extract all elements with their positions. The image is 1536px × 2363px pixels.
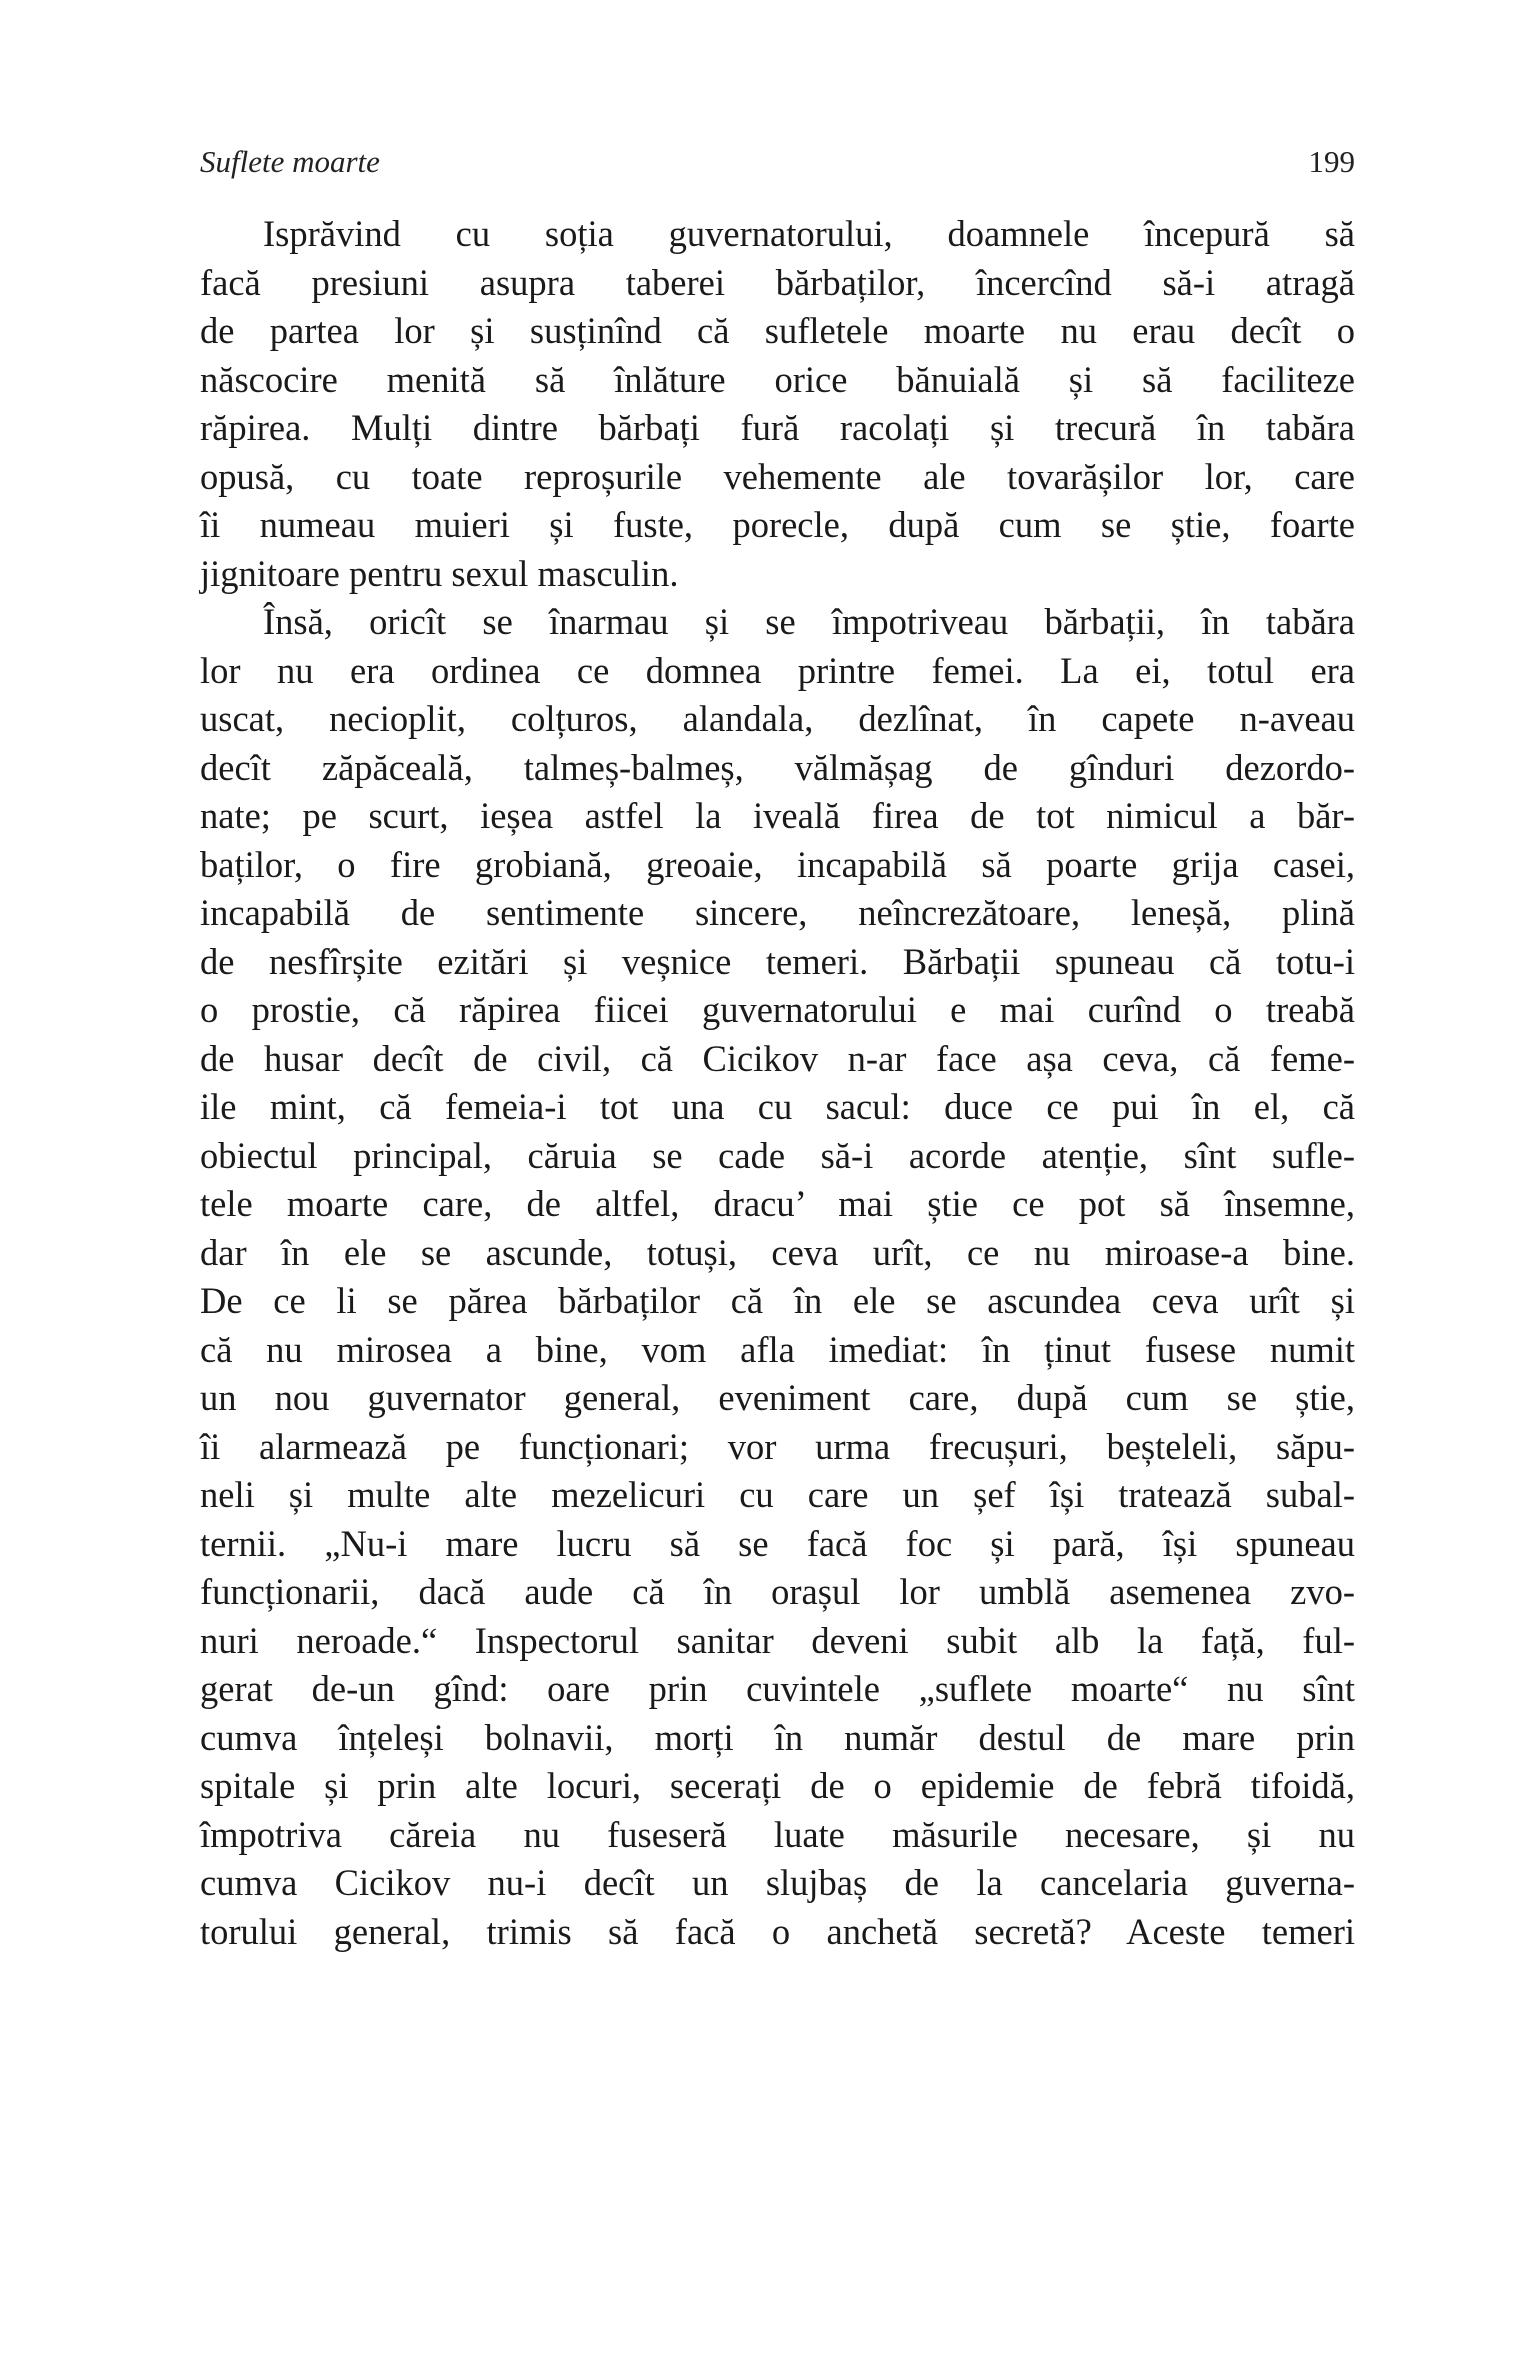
text-line: gerat de-un gînd: oare prin cuvintele „suflete moarte“ nu sînt [200, 1668, 1355, 1709]
text-line: de husar decît de civil, că Cicikov n-ar face așa ceva, că feme- [200, 1037, 1355, 1079]
text-line: baților, o fire grobiană, greoaie, incapabilă să poarte grija casei, [200, 843, 1355, 885]
text-line: incapabilă de sentimente sincere, neîncrezătoare, leneșă, plină [200, 892, 1355, 933]
text-line: o prostie, că răpirea fiicei guvernatorului e mai curînd o treabă [200, 989, 1355, 1030]
text-line: facă presiuni asupra taberei bărbaților, încercînd să-i atragă [200, 261, 1355, 303]
text-line: împotriva căreia nu fuseseră luate măsurile necesare, și nu [200, 1813, 1355, 1855]
text-line: lor nu era ordinea ce domnea printre femei. La ei, totul era [200, 649, 1355, 691]
text-line: decît zăpăceală, talmeș-balmeș, vălmășag de gînduri dezordo- [200, 746, 1355, 788]
text-line: opusă, cu toate reproșurile vehemente ale tovarășilor lor, care [200, 455, 1355, 497]
text-line: funcționarii, dacă aude că în orașul lor umblă asemenea zvo- [200, 1571, 1355, 1612]
paragraph-2 [200, 598, 1355, 1956]
text-line: dar în ele se ascunde, totuși, ceva urît, ce nu miroase-a bine. [200, 1231, 1355, 1273]
text-line: ternii. „Nu-i mare lucru să se facă foc și pară, își spuneau [200, 1522, 1355, 1564]
text-line: torului general, trimis să facă o anchetă secretă? Aceste temeri [200, 1910, 1355, 1952]
text-line: tele moarte care, de altfel, dracu’ mai știe ce pot să însemne, [200, 1183, 1355, 1224]
text-line: jignitoare pentru sexul masculin. [200, 552, 679, 594]
text-line: îi alarmează pe funcționari; vor urma frecușuri, beșteleli, săpu- [200, 1425, 1355, 1467]
text-line: de partea lor și susținînd că sufletele moarte nu erau decît o [200, 310, 1355, 351]
text-line: un nou guvernator general, eveniment care, după cum se știe, [200, 1377, 1355, 1418]
text-line: Însă, oricît se înarmau și se împotriveau bărbații, în tabăra [263, 601, 1355, 642]
running-head [200, 144, 1355, 188]
text-line: nate; pe scurt, ieșea astfel la iveală firea de tot nimicul a băr- [200, 795, 1355, 836]
text-line: ile mint, că femeia-i tot una cu sacul: duce ce pui în el, că [200, 1086, 1355, 1127]
text-line: neli și multe alte mezelicuri cu care un șef își tratează subal- [200, 1474, 1355, 1515]
text-line: îi numeau muieri și fuste, porecle, după cum se știe, foarte [200, 504, 1355, 545]
text-line: cumva Cicikov nu-i decît un slujbaș de la cancelaria guverna- [200, 1862, 1355, 1903]
paragraph-1 [200, 210, 1355, 598]
running-title: Suflete moarte [200, 144, 380, 179]
text-line: Isprăvind cu soția guvernatorului, doamnele începură să [263, 213, 1355, 254]
text-line: obiectul principal, căruia se cade să-i acorde atenție, sînt sufle- [200, 1134, 1355, 1176]
text-line: născocire menită să înlăture orice bănuială și să faciliteze [200, 358, 1355, 400]
text-line: răpirea. Mulți dintre bărbați fură racolați și trecură în tabăra [200, 407, 1355, 448]
text-line: De ce li se părea bărbaților că în ele se ascundea ceva urît și [200, 1280, 1355, 1321]
text-line: spitale și prin alte locuri, secerați de o epidemie de febră tifoidă, [200, 1765, 1355, 1806]
text-line: cumva înțeleși bolnavii, morți în număr destul de mare prin [200, 1716, 1355, 1758]
text-line: că nu mirosea a bine, vom afla imediat: în ținut fusese numit [200, 1328, 1355, 1370]
body-text [200, 210, 1355, 1956]
text-line: de nesfîrșite ezitări și veșnice temeri. Bărbații spuneau că totu-i [200, 940, 1355, 982]
text-line: uscat, necioplit, colțuros, alandala, dezlînat, în capete n-aveau [200, 698, 1355, 739]
page-number: 199 [1308, 144, 1355, 179]
text-line: nuri neroade.“ Inspectorul sanitar deveni subit alb la față, ful- [200, 1619, 1355, 1661]
